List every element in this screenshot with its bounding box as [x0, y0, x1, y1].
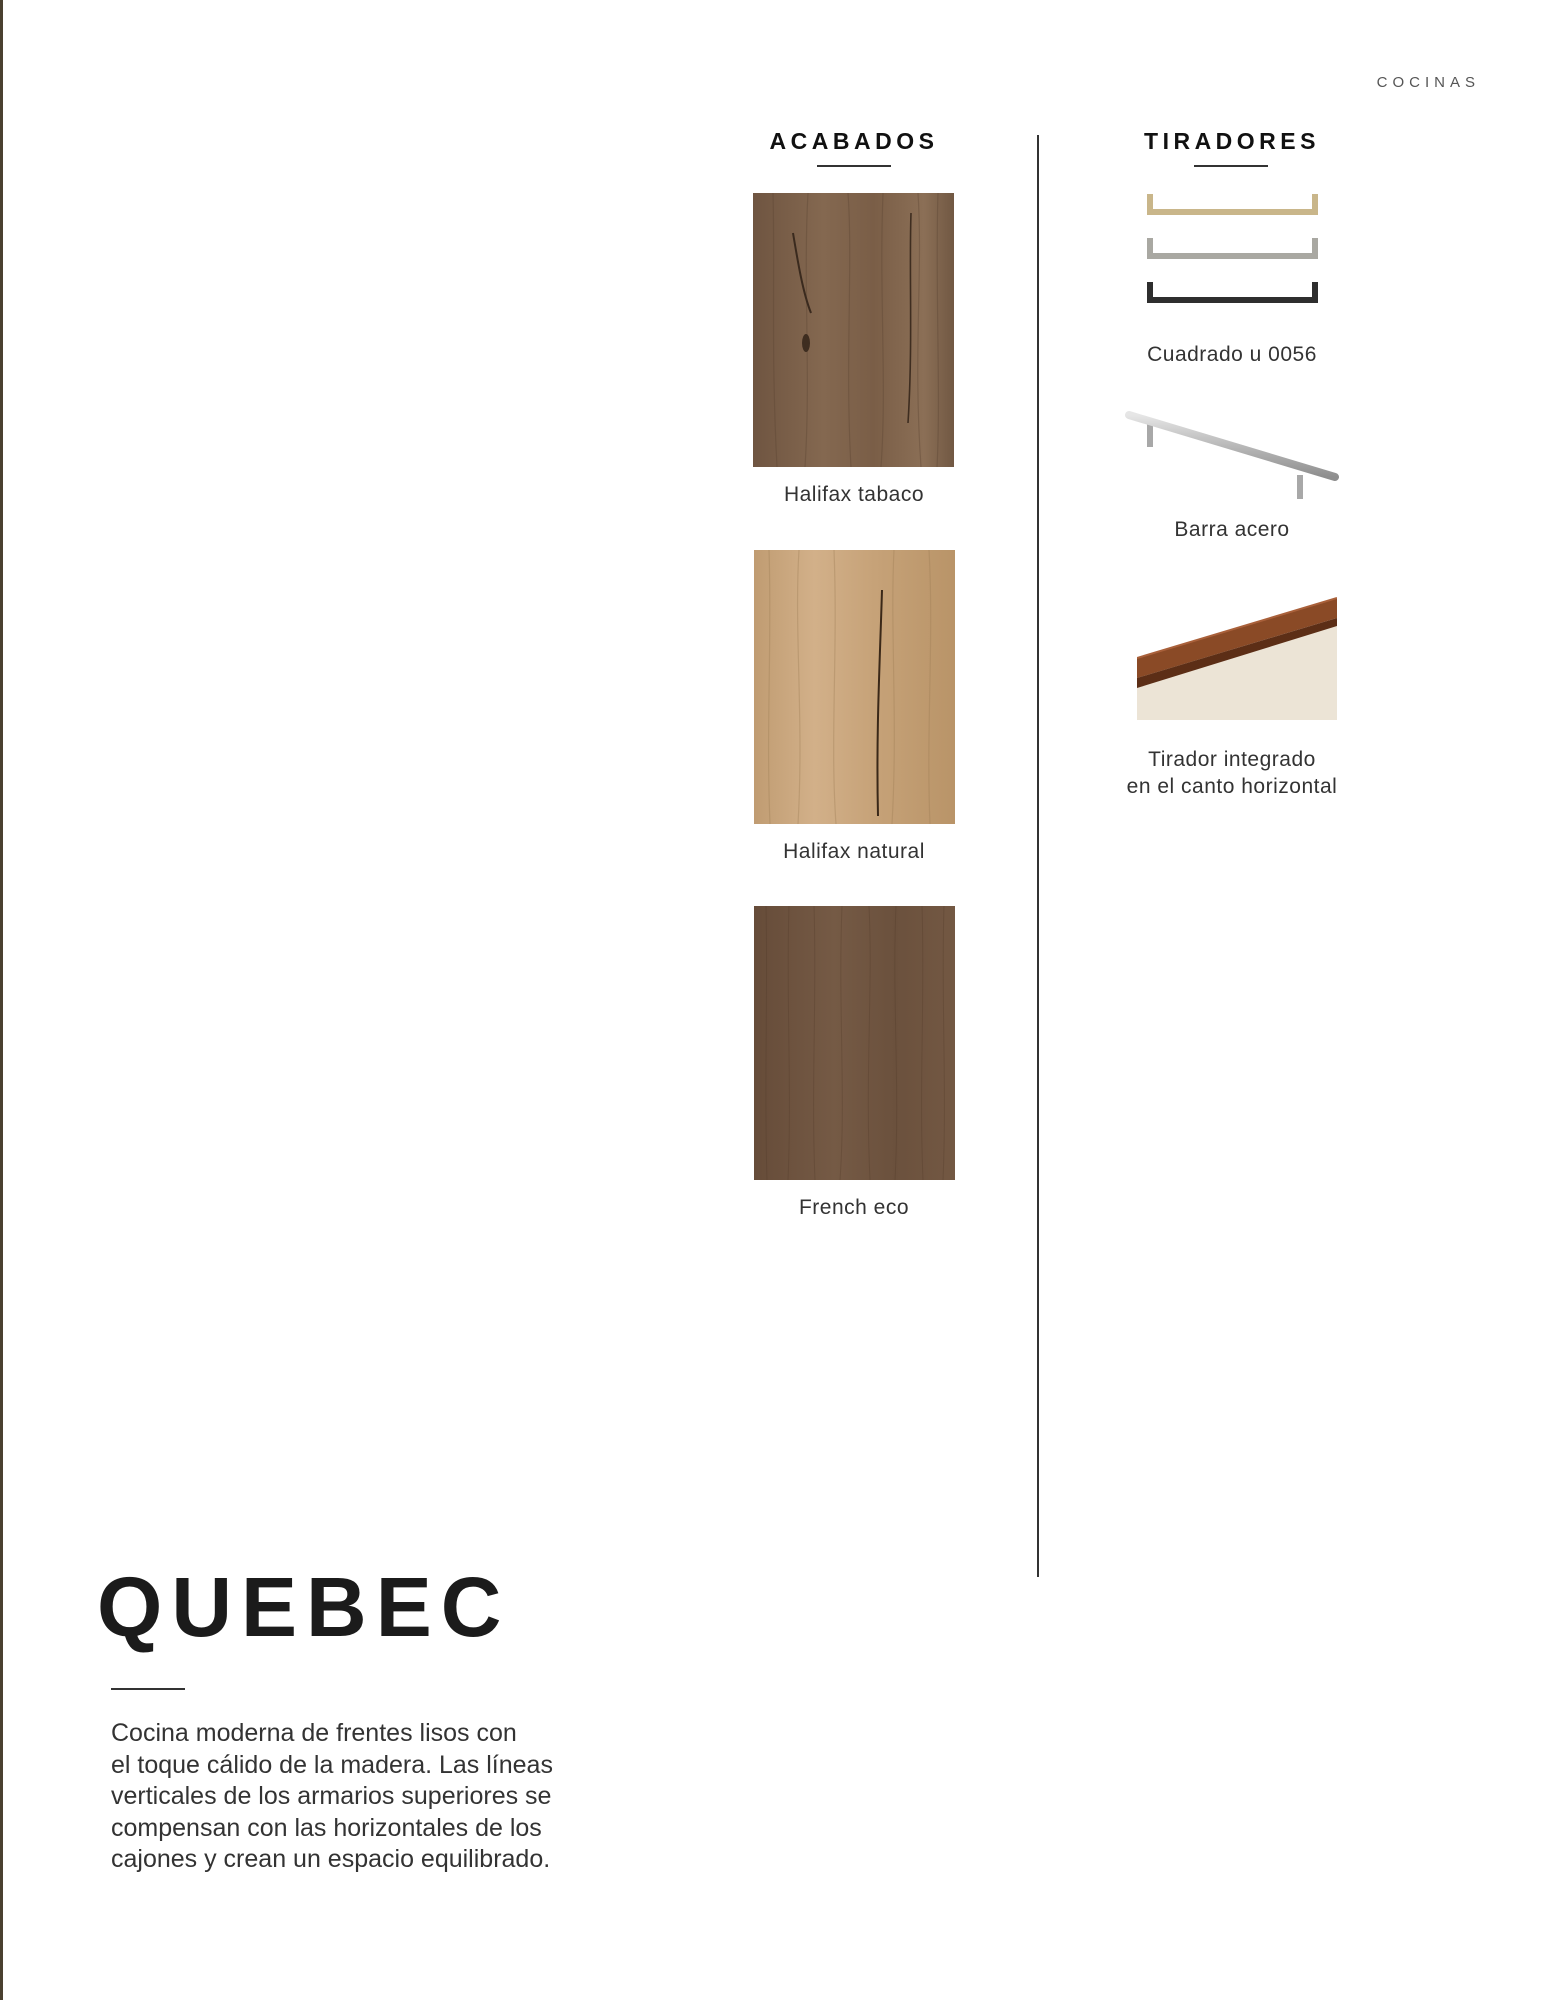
- french-eco-swatch: [754, 906, 955, 1180]
- u-handle-icon: [1145, 190, 1320, 320]
- halifax-natural-swatch: [754, 550, 955, 824]
- description-line: compensan con las horizontales de los: [111, 1813, 542, 1842]
- tirador-integrado-line2: en el canto horizontal: [1126, 775, 1338, 798]
- edge-profile-handle-icon: [1137, 596, 1337, 720]
- column-divider: [1037, 135, 1039, 1577]
- product-description: [111, 1718, 631, 1876]
- cuadrado-handle-label: Cuadrado u 0056: [1147, 343, 1317, 366]
- tirador-integrado-line1: Tirador integrado: [1148, 748, 1316, 771]
- halifax-natural-label: Halifax natural: [783, 840, 925, 863]
- acabados-heading: ACABADOS: [769, 128, 939, 154]
- product-name: QUEBEC: [97, 1560, 511, 1654]
- tiradores-heading-rule: [1194, 165, 1268, 167]
- description-line: verticales de los armarios superiores se: [111, 1782, 552, 1810]
- bar-handle-icon: [1125, 405, 1340, 505]
- halifax-tabaco-label: Halifax tabaco: [783, 483, 925, 506]
- tiradores-heading: TIRADORES: [1144, 128, 1320, 154]
- acabados-heading-rule: [817, 165, 891, 167]
- section-tag: COCINAS: [1376, 74, 1480, 91]
- barra-acero-label: Barra acero: [1174, 518, 1290, 541]
- tirador-integrado-label: [1072, 746, 1392, 800]
- description-line: cajones y crean un espacio equilibrado.: [111, 1845, 551, 1873]
- page-edge: [0, 0, 3, 2000]
- description-line: Cocina moderna de frentes lisos con: [111, 1719, 517, 1747]
- halifax-tabaco-swatch: [753, 193, 954, 467]
- product-name-rule: [111, 1688, 185, 1690]
- french-eco-label: French eco: [798, 1196, 910, 1219]
- description-line: el toque cálido de la madera. Las líneas: [111, 1750, 553, 1779]
